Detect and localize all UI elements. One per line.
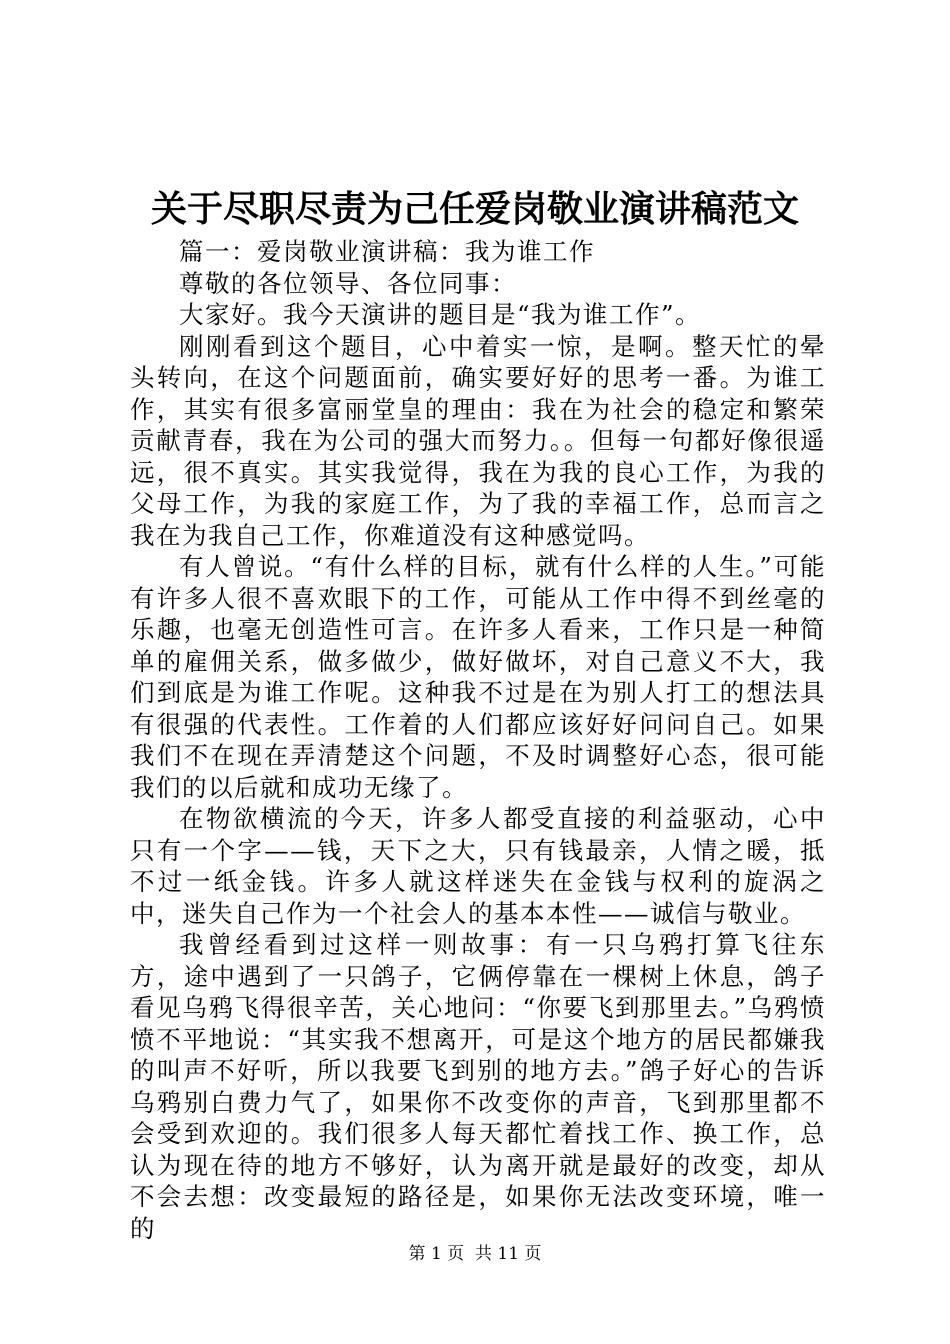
- document-title: 关于尽职尽责为己任爱岗敬业演讲稿范文: [150, 188, 799, 230]
- greeting: 大家好。我今天演讲的题目是“我为谁工作”。: [179, 300, 702, 329]
- page-total: 共 11 页: [474, 1244, 542, 1264]
- section-heading: 篇一：爱岗敬业演讲稿：我为谁工作: [179, 237, 595, 266]
- body-paragraph: 在物欲横流的今天，许多人都受直接的利益驱动，心中只有一个字——钱，天下之大，只有钱最亲，人情之暖，抵不过一纸金钱。许多人就这样迷失在金钱与权利的旋涡之中，迷失自己作为一个社会人的基本本性——诚信与敬业。: [130, 804, 826, 928]
- body-paragraph: 有人曾说。“有什么样的目标，就有什么样的人生。”可能有许多人很不喜欢眼下的工作，可能从工作中得不到丝毫的乐趣，也毫无创造性可言。在许多人看来，工作只是一种简单的雇佣关系，做多做少，做好做坏，对自己意义不大，我们到底是为谁工作呢。这种我不过是在为别人打工的想法具有很强的代表性。工作着的人们都应该好好问问自己。如果我们不在现在弄清楚这个问题，不及时调整好心态，很可能我们的以后就和成功无缘了。: [130, 552, 826, 802]
- page-number: 第 1 页: [408, 1244, 465, 1264]
- page-footer: [0, 1242, 950, 1266]
- salutation: 尊敬的各位领导、各位同事：: [179, 268, 517, 298]
- body-paragraph: 我曾经看到过这样一则故事：有一只乌鸦打算飞往东方，途中遇到了一只鸽子，它俩停靠在一棵树上休息，鸽子看见乌鸦飞得很辛苦，关心地问：“你要飞到那里去。”乌鸦愤愤不平地说：“其实我不想离开，可是这个地方的居民都嫌我的叫声不好听，所以我要飞到别的地方去。”鸽子好心的告诉乌鸦别白费力气了，如果你不改变你的声音，飞到那里都不会受到欢迎的。我们很多人每天都忙着找工作、换工作，总认为现在待的地方不够好，认为离开就是最好的改变，却从不会去想：改变最短的路径是，如果你无法改变环境，唯一的: [130, 930, 826, 1243]
- document-body: [130, 236, 826, 1244]
- body-paragraph: 刚刚看到这个题目，心中着实一惊，是啊。整天忙的晕头转向，在这个问题面前，确实要好好的思考一番。为谁工作，其实有很多富丽堂皇的理由：我在为社会的稳定和繁荣贡献青春，我在为公司的强大而努力。。但每一句都好像很遥远，很不真实。其实我觉得，我在为我的良心工作，为我的父母工作，为我的家庭工作，为了我的幸福工作，总而言之我在为我自己工作，你难道没有这种感觉吗。: [130, 331, 826, 550]
